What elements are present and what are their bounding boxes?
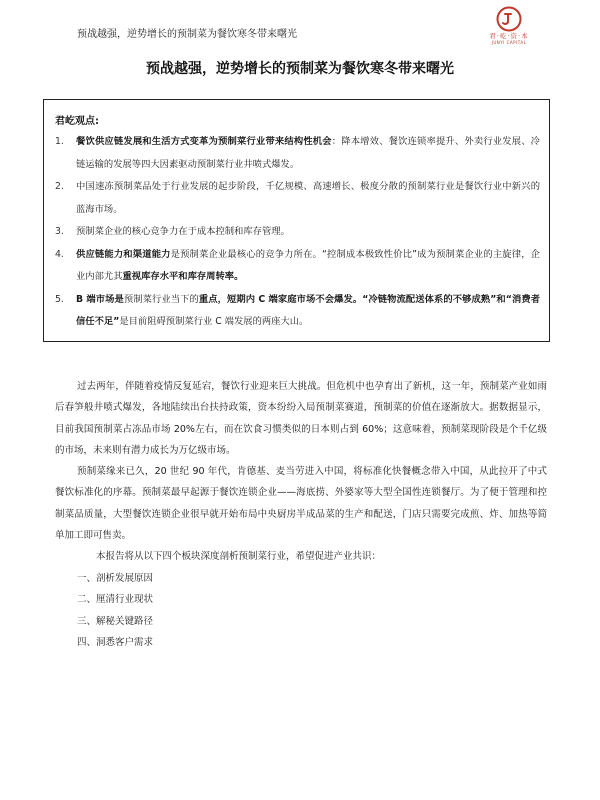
company-logo	[478, 6, 540, 46]
viewpoint-item	[55, 244, 540, 289]
item-text: 中国速冻预制菜品处于行业发展的起步阶段，千亿规模、高速增长、极度分散的预制菜行业是餐饮行业中新兴的蓝海市场。	[76, 181, 540, 215]
report-body	[55, 376, 547, 654]
item-text: 预制菜企业的核心竞争力在于成本控制和库存管理。	[76, 226, 290, 237]
item-body-text: 是目前阻碍预制菜行业 C 端发展的两座大山。	[119, 316, 309, 327]
body-paragraph: 预制菜缘来已久，20 世纪 90 年代，肯德基、麦当劳进入中国，将标准化快餐概念带入中国，从此拉开了中式餐饮标准化的序幕。预制菜最早起源于餐饮连锁企业——海底捞、外婆家等大型全国性连锁餐厅。为了便于管理和控制菜品质量，大型餐饮连锁企业很早就开始布局中央厨房半成品菜的生产和配送，门店只需要完成煎、炸、加热等简单加工即可售卖。	[55, 466, 547, 542]
item-body-text: ：降本增效、餐饮连锁率提升、外卖行业发展、冷链运输的发展等四大因素驱动预制菜行业井喷式爆发。	[76, 136, 540, 170]
logo-emblem-icon	[496, 6, 522, 32]
list-item: 四、洞悉客户需求	[77, 637, 154, 649]
body-paragraph: 过去两年，伴随着疫情反复延宕，餐饮行业迎来巨大挑战。但危机中也孕育出了新机，这一年，预制菜产业如雨后春笋般井喷式爆发，各地陆续出台扶持政策，资本纷纷入局预制菜赛道，预制菜的价值在逐渐放大。据数据显示，目前我国预制菜占冻品市场 20%左右，而在饮食习惯类似的日本则占到 60%；这意味着，预制菜现阶段是个千亿级的市场，未来则有潜力成长为万亿级市场。	[55, 381, 547, 456]
viewpoint-item	[55, 221, 540, 244]
list-item: 二、厘清行业现状	[77, 594, 154, 606]
item-bold-text: B 端市场是	[76, 293, 124, 305]
logo-chinese-name: 君·屹·资·本	[489, 32, 529, 40]
item-body-text: 是预制菜企业最核心的竞争力所在。“控制成本极致性价比”成为预制菜企业的主旋律，企业内部尤其	[76, 248, 540, 282]
item-number: 5.	[55, 293, 64, 305]
viewpoint-item	[55, 131, 540, 176]
viewpoints-box	[43, 99, 550, 342]
viewpoint-item	[55, 289, 540, 334]
item-number: 2.	[55, 181, 64, 192]
item-text	[76, 289, 540, 334]
item-number: 3.	[55, 226, 64, 237]
item-text	[76, 244, 540, 289]
document-title: 预战越强，逆势增长的预制菜为餐饮寒冬带来曙光	[146, 61, 454, 77]
list-item: 三、解秘关键路径	[77, 615, 154, 627]
item-number: 1.	[55, 136, 64, 147]
item-bold-text: 餐饮供应链发展和生活方式变革为预制菜行业带来结构性机会	[76, 136, 332, 147]
item-bold-text: 重点，短期内 C 端家庭市场不会爆发。“冷链物流配送体系的不够成熟”和“消费者信任不足”	[76, 293, 540, 327]
running-header: 预战越强，逆势增长的预制菜为餐饮寒冬带来曙光	[77, 29, 297, 40]
body-paragraph: 本报告将从以下四个板块深度剖析预制菜行业，希望促进产业共识：	[96, 551, 382, 563]
item-body-text: 预制菜行业当下的	[123, 293, 199, 305]
viewpoint-item	[55, 176, 540, 221]
item-text	[76, 131, 540, 176]
logo-english-name: JUNYI CAPITAL	[491, 40, 527, 45]
item-bold-text: 供应链能力和渠道能力	[76, 248, 171, 260]
item-bold-text: 重视库存水平和库存周转率。	[122, 271, 244, 282]
viewpoints-heading: 君屹观点:	[55, 116, 99, 127]
item-number: 4.	[55, 248, 64, 260]
list-item: 一、剖析发展原因	[77, 572, 154, 584]
